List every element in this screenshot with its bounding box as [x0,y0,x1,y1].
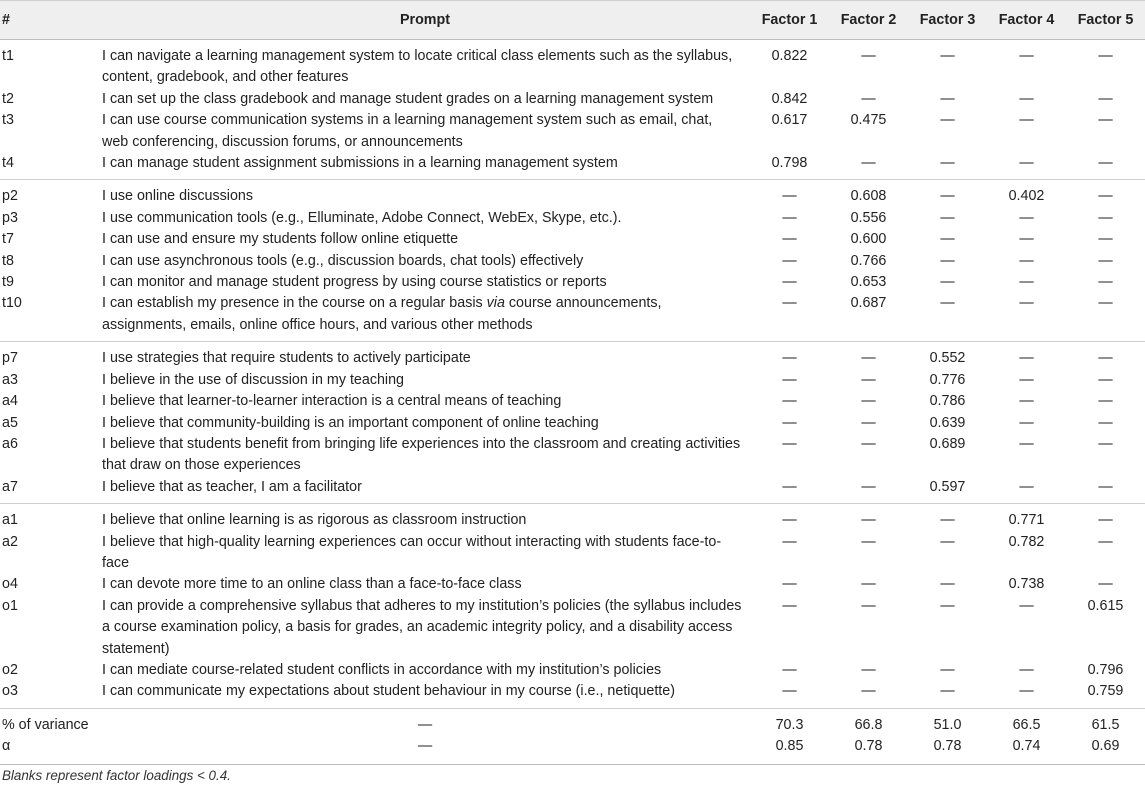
factor-3-loading: — [940,576,955,593]
item-id: t4 [0,153,100,180]
variance-row-factor-2: 66.8 [854,716,883,733]
header-factor-5: Factor 5 [1066,1,1145,40]
factor-3-loading: — [940,252,955,269]
factor-4-loading: — [1019,252,1034,269]
factor-4-loading: — [1019,350,1034,367]
table-row [0,342,1145,370]
table-row [0,180,1145,208]
factor-4-loading: — [987,293,1066,341]
factor-4-loading: — [1019,90,1034,107]
table-row [0,504,1145,532]
factor-2-loading: 0.766 [850,252,887,269]
item-prompt: I believe in the use of discussion in my teaching [102,371,404,388]
factor-5-loading: — [1098,512,1113,529]
table-row [0,208,1145,229]
variance-row-factor-3: 51.0 [933,716,962,733]
factor-1-loading: 0.798 [750,153,829,180]
item-prompt: I believe that online learning is as rigorous as classroom instruction [102,512,527,529]
alpha-row-factor-1: 0.85 [750,736,829,764]
item-prompt [100,293,750,341]
factor-4-loading: — [1019,112,1034,129]
alpha-row-label: α [0,736,100,764]
item-id: a5 [2,414,18,431]
factor-4-loading: 0.402 [1008,188,1045,205]
factor-2-loading: — [829,681,908,708]
factor-2-loading: 0.475 [850,112,887,129]
table-body [0,40,1145,765]
item-prompt: I can monitor and manage student progress by using course statistics or reports [102,274,607,291]
factor-2-loading: 0.687 [829,293,908,341]
factor-4-loading: — [1019,661,1034,678]
table-row [0,251,1145,272]
table-row [0,660,1145,681]
table-row [0,89,1145,110]
item-id: t7 [2,231,14,248]
item-prompt: I can use and ensure my students follow online etiquette [102,231,459,248]
factor-1-loading: — [750,293,829,341]
table-row [0,229,1145,250]
factor-5-loading: — [1066,153,1145,180]
factor-2-loading: 0.600 [850,231,887,248]
factor-5-loading: — [1098,209,1113,226]
item-prompt: I can communicate my expectations about student behaviour in my course (i.e., netiquette) [100,681,750,708]
factor-4-loading: — [987,681,1066,708]
factor-2-loading: 0.653 [850,274,887,291]
factor-1-loading: — [782,512,797,529]
header-factor-3: Factor 3 [908,1,987,40]
table-row [0,413,1145,434]
factor-2-loading: — [829,153,908,180]
variance-row-factor-1: 70.3 [775,716,804,733]
factor-1-loading: — [782,274,797,291]
variance-row-factor-5: 61.5 [1091,716,1120,733]
factor-4-loading: — [1019,393,1034,410]
header-prompt: Prompt [100,1,750,40]
factor-1-loading: 0.617 [771,112,808,129]
factor-1-loading: — [782,350,797,367]
header-factor-1: Factor 1 [750,1,829,40]
factor-5-loading: — [1098,576,1113,593]
factor-1-loading: — [782,435,797,452]
factor-4-loading: 0.782 [1008,533,1045,550]
factor-3-loading: 0.776 [929,371,966,388]
item-id: o2 [2,661,18,678]
item-id: t10 [0,293,100,341]
factor-2-loading: — [861,597,876,614]
item-id: o1 [2,597,18,614]
factor-2-loading: — [861,533,876,550]
factor-4-loading: — [1019,48,1034,64]
factor-2-loading: — [861,435,876,452]
item-prompt: I use strategies that require students to actively participate [102,350,471,367]
factor-1-loading: — [782,252,797,269]
item-id: t9 [2,274,14,291]
factor-2-loading: — [861,414,876,431]
alpha-row [0,736,1145,764]
factor-1-loading: 0.842 [771,90,808,107]
factor-1-loading: — [782,414,797,431]
factor-2-loading: — [861,48,876,64]
factor-3-loading: — [908,293,987,341]
alpha-row-factor-5: 0.69 [1066,736,1145,764]
item-prompt: I believe that high-quality learning experiences can occur without interacting with students face-to-face [102,533,722,571]
factor-3-loading: 0.639 [929,414,966,431]
factor-5-loading: 0.759 [1066,681,1145,708]
factor-1-loading: 0.822 [771,48,808,64]
item-prompt: I can devote more time to an online class than a face-to-face class [102,576,522,593]
factor-1-loading: — [782,393,797,410]
item-prompt: I believe that community-building is an important component of online teaching [102,414,599,431]
item-id: o4 [2,576,18,593]
table-row [0,153,1145,180]
factor-4-loading: — [1019,371,1034,388]
table-row [0,40,1145,89]
factor-4-loading: 0.738 [1008,576,1045,593]
factor-5-loading: — [1098,533,1113,550]
factor-1-loading: — [750,681,829,708]
item-id: p7 [2,350,18,367]
factor-4-loading: — [987,153,1066,180]
header-factor-4: Factor 4 [987,1,1066,40]
factor-4-loading: — [987,477,1066,504]
item-id: a6 [2,435,18,452]
factor-3-loading: 0.552 [929,350,966,367]
variance-row-label: % of variance [2,716,89,733]
item-prompt: I can navigate a learning management system to locate critical class elements such as the syllabus, content, gradebook, and other features [102,48,733,86]
factor-3-loading: — [908,153,987,180]
item-id: t3 [2,112,14,129]
item-id: a7 [0,477,100,504]
factor-5-loading: — [1098,90,1113,107]
factor-1-loading: — [782,597,797,614]
factor-4-loading: — [1019,209,1034,226]
factor-3-loading: — [940,112,955,129]
factor-4-loading: — [1019,414,1034,431]
item-id: p3 [2,209,18,226]
item-prompt: I believe that as teacher, I am a facilitator [100,477,750,504]
factor-3-loading: — [940,48,955,64]
factor-3-loading: — [908,681,987,708]
factor-3-loading: — [940,274,955,291]
item-prompt-emphasis: via [486,295,505,312]
table-row [0,596,1145,660]
item-id: a1 [2,512,18,529]
factor-2-loading: 0.608 [850,188,887,205]
alpha-row-factor-3: 0.78 [908,736,987,764]
item-id: t8 [2,252,14,269]
factor-5-loading: — [1098,112,1113,129]
table-row [0,293,1145,341]
factor-2-loading: — [861,512,876,529]
table-row [0,272,1145,293]
table-row [0,391,1145,412]
item-prompt-part: course announcements, assignments, emails, online office hours, and various other methods [102,295,662,333]
variance-row-prompt: — [417,716,433,733]
alpha-row-factor-4: 0.74 [987,736,1066,764]
factor-1-loading: — [782,533,797,550]
table-footnote: Blanks represent factor loadings < 0.4. [2,767,231,783]
variance-row-factor-4: 66.5 [1012,716,1041,733]
factor-3-loading: — [940,90,955,107]
item-prompt: I can use course communication systems in a learning management system such as email, chat, web conferencing, discussion forums, or announcements [102,112,713,150]
factor-5-loading: — [1098,393,1113,410]
factor-2-loading: 0.556 [850,209,887,226]
factor-5-loading: — [1098,188,1113,205]
item-id: o3 [0,681,100,708]
factor-4-loading: — [1019,274,1034,291]
item-id: t2 [2,90,14,107]
factor-4-loading: — [1019,597,1034,614]
alpha-row-factor-2: 0.78 [829,736,908,764]
alpha-row-prompt: — [100,736,750,764]
factor-3-loading: — [940,661,955,678]
factor-1-loading: — [782,661,797,678]
item-prompt: I use communication tools (e.g., Elluminate, Adobe Connect, WebEx, Skype, etc.). [102,209,622,226]
factor-3-loading: 0.597 [908,477,987,504]
table-row [0,434,1145,477]
factor-5-loading: — [1098,350,1113,367]
factor-4-loading: — [1019,435,1034,452]
factor-3-loading: — [940,209,955,226]
factor-3-loading: 0.786 [929,393,966,410]
item-prompt: I believe that students benefit from bringing life experiences into the classroom and creating activities that draw on those experiences [102,435,741,474]
item-prompt: I can provide a comprehensive syllabus that adheres to my institution’s policies (the syllabus includes a course examination policy, a basis for grades, an academic integrity policy, and a disability access statement) [102,597,742,657]
table-row [0,110,1145,153]
variance-row [0,708,1145,736]
factor-3-loading: — [940,512,955,529]
factor-2-loading: — [861,393,876,410]
factor-1-loading: — [782,188,797,205]
factor-3-loading: — [940,533,955,550]
factor-5-loading: — [1098,274,1113,291]
factor-1-loading: — [782,371,797,388]
item-prompt-part: I can establish my presence in the course on a regular basis [102,295,487,312]
factor-5-loading: — [1098,252,1113,269]
factor-1-loading: — [782,576,797,593]
factor-5-loading: 0.615 [1087,597,1124,614]
item-id: a4 [2,393,18,410]
header-factor-2: Factor 2 [829,1,908,40]
table-row [0,370,1145,391]
factor-4-loading: 0.771 [1008,512,1045,529]
item-id: a2 [2,533,18,550]
factor-3-loading: 0.689 [929,435,966,452]
item-id: p2 [2,188,18,205]
factor-4-loading: — [1019,231,1034,248]
header-number: # [0,1,100,40]
factor-2-loading: — [861,350,876,367]
item-prompt: I can use asynchronous tools (e.g., discussion boards, chat tools) effectively [102,252,584,269]
factor-5-loading: — [1098,48,1113,64]
factor-3-loading: — [940,188,955,205]
factor-5-loading: — [1066,293,1145,341]
factor-2-loading: — [861,371,876,388]
item-id: t1 [2,48,14,64]
factor-5-loading: — [1098,371,1113,388]
factor-5-loading: — [1066,477,1145,504]
factor-2-loading: — [829,477,908,504]
factor-5-loading: — [1098,231,1113,248]
factor-3-loading: — [940,597,955,614]
item-prompt: I can set up the class gradebook and manage student grades on a learning management system [102,90,714,107]
factor-2-loading: — [861,576,876,593]
item-id: a3 [2,371,18,388]
factor-5-loading: — [1098,414,1113,431]
item-prompt: I believe that learner-to-learner interaction is a central means of teaching [102,393,562,410]
factor-5-loading: — [1098,435,1113,452]
factor-2-loading: — [861,661,876,678]
factor-1-loading: — [782,209,797,226]
item-prompt: I can mediate course-related student conflicts in accordance with my institution’s policies [102,661,662,678]
factor-5-loading: 0.796 [1087,661,1124,678]
factor-1-loading: — [750,477,829,504]
table-header-row [0,1,1145,40]
item-prompt: I use online discussions [102,188,253,205]
table-row [0,477,1145,504]
table-row [0,681,1145,708]
table-row [0,574,1145,595]
factor-2-loading: — [861,90,876,107]
item-prompt: I can manage student assignment submissions in a learning management system [100,153,750,180]
factor-1-loading: — [782,231,797,248]
factor-3-loading: — [940,231,955,248]
table-row [0,532,1145,575]
